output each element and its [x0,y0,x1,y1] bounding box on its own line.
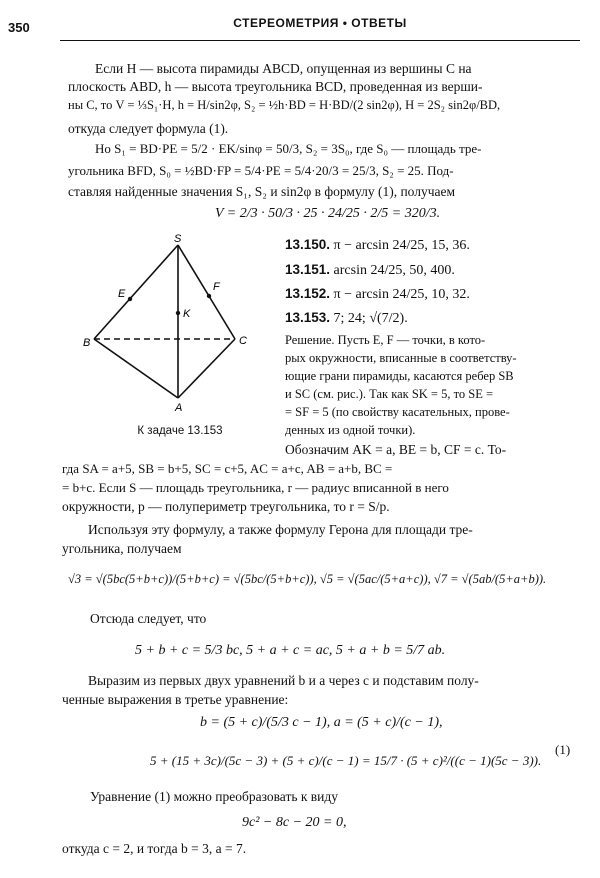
answer-number: 13.151. [285,262,331,277]
answer-number: 13.152. [285,286,331,301]
solution-line: денных из одной точки). [285,423,416,437]
page-header [60,14,580,41]
text-line: окружности, p — полупериметр треугольника, то r = S/p. [62,499,390,514]
text-line: угольника BFD, S₀ = ½BD·FP = 5/4·PE = 5/4·20/3 = 25/3, S₂ = 25. Под- [68,163,454,178]
answer-text: arcsin 24/25, 50, 400. [333,263,455,278]
text-line: = b+c. Если S — площадь треугольника, r — радиус вписанной в него [62,480,449,495]
answer-text: π − arcsin 24/25, 15, 36. [333,238,470,253]
label-b: B [83,337,91,349]
answer-13-150 [285,236,470,255]
page-number: 350 [8,20,30,35]
point-k [176,311,180,315]
text-line: ставляя найденные значения S₁, S₂ и sin2φ в формулу (1), получаем [68,184,456,199]
answer-13-153 [285,309,408,328]
solution-line: Решение. Пусть E, F — точки, в кото- [285,333,486,347]
running-title: СТЕРЕОМЕТРИЯ • ОТВЕТЫ [233,16,407,30]
text-line: ны C, то V = ⅓S₁·H, h = H/sin2φ, S₂ = ½h·BD = H·BD/(2 sin2φ), H = 2S₂ sin2φ/BD, [68,98,501,112]
text-line: откуда следует формула (1). [68,121,229,136]
answer-13-152 [285,285,470,304]
solution-line: ющие грани пирамиды, касаются ребер SB [285,369,514,383]
edge-ca [178,339,235,398]
edge-sc [178,245,235,339]
label-s: S [174,233,182,245]
label-c: C [239,335,247,347]
text-line: Если H — высота пирамиды ABCD, опущенная из вершины C на [95,61,472,76]
solution-line: и SC (см. рис.). Так как SK = 5, то SE = [285,387,494,401]
text-line: Выразим из первых двух уравнений b и a через c и подставим полу- [88,673,479,688]
text-line: Но S₁ = BD·PE = 5/2 · EK/sinφ = 50/3, S₂ = 3S₀, где S₀ — площадь тре- [95,141,482,156]
text-line: Обозначим AK = a, BE = b, CF = c. То- [285,442,507,457]
text-line: Используя эту формулу, а также формулу Герона для площади тре- [88,522,473,537]
equation-number: (1) [555,742,571,757]
label-f: F [213,281,220,293]
pyramid-figure [80,233,270,428]
heron-formula: √3 = √(5bc(5+b+c))/(5+b+c) = √(5bc/(5+b+c)), √5 = √(5ac/(5+a+c)), √7 = √(5ab/(5+a+b)). [68,572,547,586]
text-line: угольника, получаем [62,541,182,556]
point-e [128,297,132,301]
edge-ba [94,339,178,398]
figure-caption: К задаче 13.153 [137,425,223,437]
label-k: K [183,308,191,320]
text-line: ченные выражения в третье уравнение: [62,692,289,707]
text-line: Отсюда следует, что [90,611,207,626]
equation-1: 5 + (15 + 3c)/(5c − 3) + (5 + c)/(c − 1) = 15/7 · (5 + c)²/((c − 1)(5c − 3)). [150,753,542,768]
answer-text: 7; 24; √(7/2). [333,311,408,326]
label-e: E [118,288,126,300]
text-line: гда SA = a+5, SB = b+5, SC = c+5, AC = a+c, AB = a+b, BC = [62,461,393,476]
edge-sb [94,245,178,339]
answer-number: 13.150. [285,237,331,252]
solution-line: = SF = 5 (по свойству касательных, прове- [285,405,510,419]
solution-line: рых окружности, вписанные в соответству- [285,351,517,365]
point-f [207,294,211,298]
answer-number: 13.153. [285,310,331,325]
answer-13-151 [285,261,455,280]
answer-text: π − arcsin 24/25, 10, 32. [333,287,470,302]
text-line: Уравнение (1) можно преобразовать к виду [90,789,339,804]
text-line: плоскость ABD, h — высота треугольника BCD, проведенная из верши- [68,79,483,94]
volume-formula: V = 2/3 · 50/3 · 25 · 24/25 · 2/5 = 320/3. [215,206,441,221]
quadratic-formula: 9c² − 8c − 20 = 0, [242,815,347,830]
system-formula: 5 + b + c = 5/3 bc, 5 + a + c = ac, 5 + a + b = 5/7 ab. [135,643,446,658]
b-a-formula: b = (5 + c)/(5/3 c − 1), a = (5 + c)/(c − 1), [200,715,443,730]
label-a: A [175,402,183,414]
text-line: откуда c = 2, и тогда b = 3, a = 7. [62,841,247,856]
